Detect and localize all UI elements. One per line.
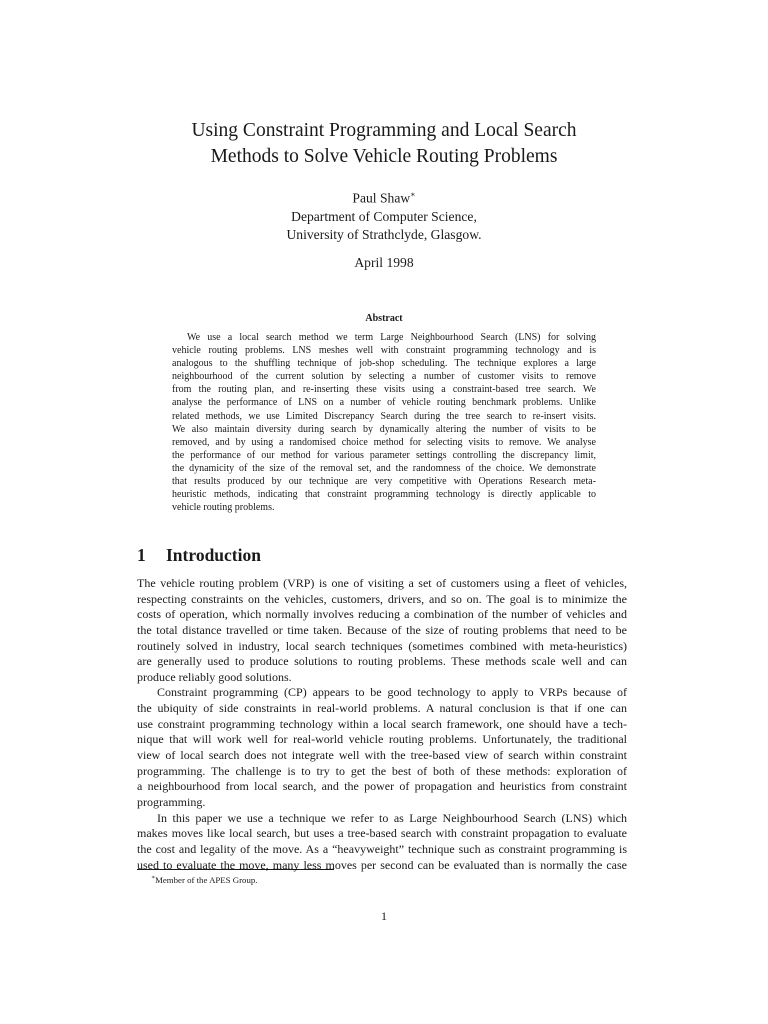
author-department: Department of Computer Science, bbox=[291, 208, 477, 224]
title-line-2: Methods to Solve Vehicle Routing Problems bbox=[210, 146, 558, 167]
footnote-mark: ∗ bbox=[151, 875, 156, 881]
abstract-line: the performance of our method for various parameter settings controlling the discrepancy limit, bbox=[172, 449, 596, 461]
body-line: the cost and legality of the move. As a “heavyweight” technique such as constraint programming is bbox=[137, 841, 627, 856]
author-block bbox=[150, 186, 618, 244]
author-name: Paul Shaw bbox=[352, 190, 411, 206]
body-line: respecting constraints on the vehicles, customers, drivers, and so on. The goal is to minimize the bbox=[137, 591, 627, 606]
abstract-line: the dynamicity of the size of the removal set, and the randomness of the choice. We demonstrate bbox=[172, 462, 596, 474]
body-line: routinely solved in industry, local search techniques (sometimes combined with meta-heuristics) bbox=[137, 638, 627, 653]
footnote bbox=[151, 872, 257, 886]
section-title: Introduction bbox=[166, 545, 261, 565]
author-university: University of Strathclyde, Glasgow. bbox=[286, 226, 482, 242]
abstract-line: related methods, we use Limited Discrepancy Search during the tree search to re-insert visits. bbox=[172, 410, 596, 422]
body-line: costs of operation, which normally involves reducing a combination of the number of vehicles and bbox=[137, 607, 627, 622]
author-footnote-mark: ∗ bbox=[410, 190, 416, 199]
abstract-line: vehicle routing problems. LNS meshes well with constraint programming technology and is bbox=[172, 345, 596, 357]
abstract-body bbox=[172, 331, 596, 514]
abstract-line: heuristic methods, indicating that constraint programming technology is directly applicable to bbox=[172, 489, 596, 501]
abstract-line: removed, and by using a randomised choice method for selecting visits to remove. We analyse bbox=[172, 436, 596, 448]
section-heading bbox=[137, 543, 261, 567]
abstract-line: that results produced by our technique are very competitive with Operations Research meta- bbox=[172, 476, 596, 488]
author-name-line bbox=[150, 186, 618, 208]
footnote-rule bbox=[137, 869, 334, 870]
abstract-line: analyse the performance of LNS on a number of vehicle routing benchmark problems. Unlike bbox=[172, 397, 596, 409]
title-line-1: Using Constraint Programming and Local Search bbox=[191, 120, 577, 141]
abstract-line: We also maintain diversity during search by dynamically altering the number of visits to be bbox=[172, 423, 596, 435]
body-line: a neighbourhood from local search, and the power of propagation and heuristics from constraint bbox=[137, 779, 627, 794]
body-line: produce reliably good solutions. bbox=[137, 669, 292, 684]
body-line: use constraint programming technology within a local search framework, one should have a tech- bbox=[137, 716, 627, 731]
abstract-line: neighbourhood of the current solution by selecting a number of customer visits to remove bbox=[172, 371, 596, 383]
body-line: view of local search does not integrate well with the tree-based view of search within constraint bbox=[137, 748, 627, 763]
page-number: 1 bbox=[381, 909, 387, 923]
paper-title bbox=[90, 118, 678, 170]
body-line: makes moves like local search, but uses a tree-based search with constraint propagation to evaluate bbox=[137, 826, 627, 841]
body-line: The vehicle routing problem (VRP) is one of visiting a set of customers using a fleet of vehicles, bbox=[137, 576, 627, 590]
body-line: the total distance travelled or time taken. Because of the size of routing problems that need to be bbox=[137, 622, 627, 637]
body-line: programming. bbox=[137, 794, 206, 809]
body-line: used to evaluate the move, many less moves per second can be evaluated than is normally the case bbox=[137, 857, 627, 872]
abstract-line: analogous to the shuffling technique of job-shop scheduling. The technique explores a large bbox=[172, 358, 596, 370]
body-text bbox=[137, 576, 627, 873]
body-line: nique that will work well for real-world vehicle routing problems. Unfortunately, the traditional bbox=[137, 732, 627, 747]
paper-date: April 1998 bbox=[354, 255, 414, 270]
body-line: In this paper we use a technique we refer to as Large Neighbourhood Search (LNS) which bbox=[157, 810, 627, 825]
abstract-line: from the routing plan, and re-inserting these visits using a constraint-based tree search. We bbox=[172, 384, 596, 396]
body-line: programming. The challenge is to try to get the best of both of these methods: exploration of bbox=[137, 763, 627, 778]
abstract-line: vehicle routing problems. bbox=[172, 502, 275, 514]
section-number: 1 bbox=[137, 545, 146, 565]
body-line: are generally used to produce solutions to routing problems. These methods scale well and can bbox=[137, 654, 627, 669]
footnote-text: Member of the APES Group. bbox=[155, 874, 258, 885]
abstract-line: We use a local search method we term Large Neighbourhood Search (LNS) for solving bbox=[187, 332, 596, 343]
abstract-heading: Abstract bbox=[365, 313, 403, 324]
body-line: Constraint programming (CP) appears to be good technology to apply to VRPs because of bbox=[157, 685, 627, 700]
body-line: the ubiquity of side constraints in real-world problems. A natural conclusion is that if one can bbox=[137, 701, 627, 716]
